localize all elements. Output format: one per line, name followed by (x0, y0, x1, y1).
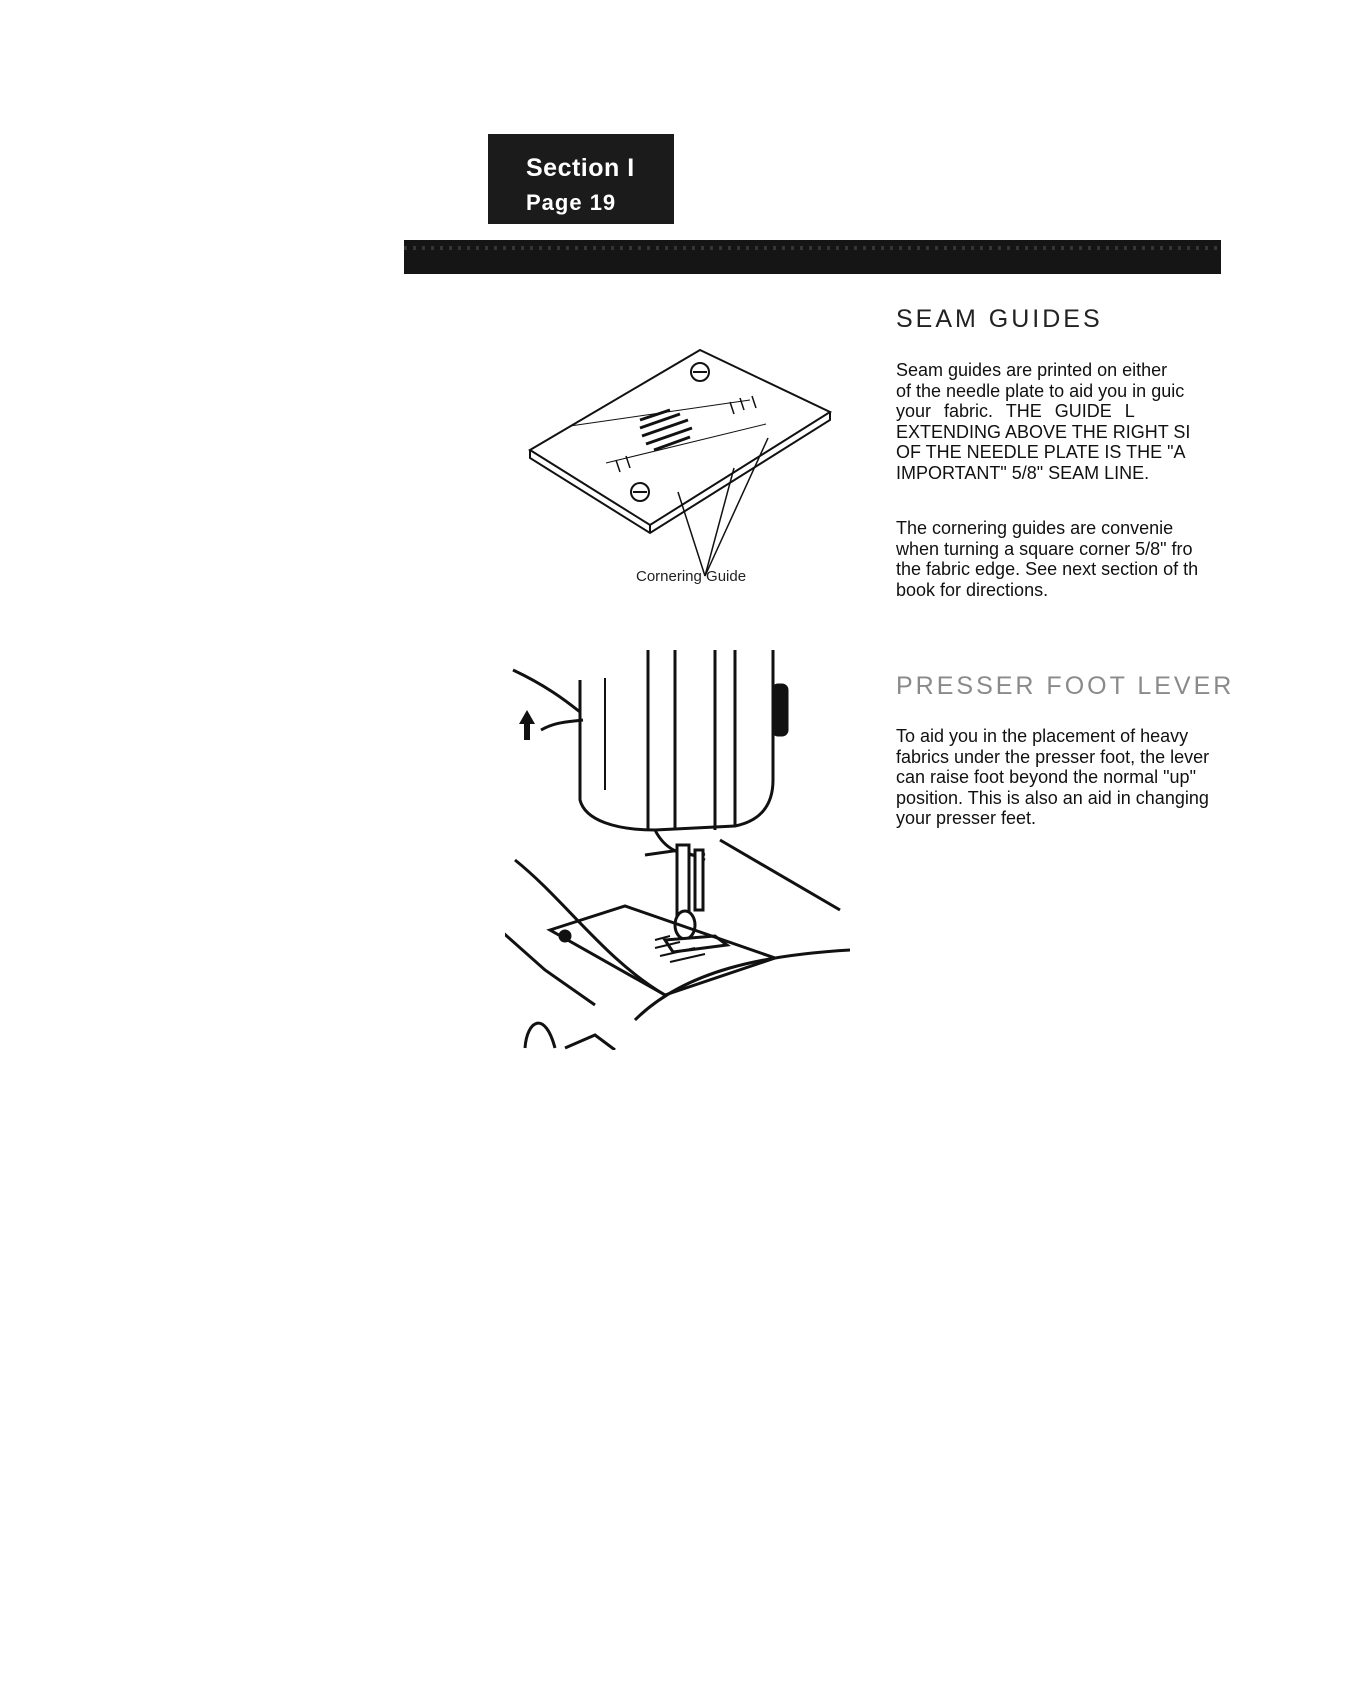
text-line: fabrics under the presser foot, the lever (896, 746, 1210, 767)
text-line: can raise foot beyond the normal "up" (896, 767, 1196, 787)
text-line: OF THE NEEDLE PLATE IS THE "A (896, 442, 1186, 462)
text-line: book for directions. (896, 579, 1049, 600)
seam-guides-paragraph-2 (896, 518, 1256, 600)
seam-guides-heading: SEAM GUIDES (896, 305, 1103, 333)
needle-plate-icon (520, 340, 840, 580)
presser-foot-lever-heading: PRESSER FOOT LEVER (896, 672, 1235, 700)
text-line: EXTENDING ABOVE THE RIGHT SI (896, 421, 1191, 442)
section-label: Section I (526, 154, 635, 182)
page-label: Page 19 (526, 190, 617, 215)
text-line: position. This is also an aid in changing (896, 787, 1209, 808)
text-line: To aid you in the placement of heavy (896, 726, 1189, 746)
text-line: your presser feet. (896, 808, 1037, 828)
text-line: the fabric edge. See next section of th (896, 559, 1199, 579)
section-page-box (488, 134, 674, 224)
up-arrow-icon (519, 710, 535, 740)
header-rule-bar (404, 240, 1221, 274)
text-line: IMPORTANT" 5/8" SEAM LINE. (896, 462, 1150, 483)
text-line: The cornering guides are convenie (896, 518, 1174, 538)
text-line: Seam guides are printed on either (896, 360, 1168, 380)
presser-foot-lever-paragraph (896, 726, 1260, 829)
text-line: your fabric. THE GUIDE L (896, 401, 1135, 421)
sewing-machine-presser-foot-icon (505, 640, 850, 1050)
text-line: of the needle plate to aid you in guic (896, 380, 1185, 401)
text-line: when turning a square corner 5/8" fro (896, 538, 1193, 559)
seam-guides-paragraph-1 (896, 360, 1256, 483)
figure-caption: Cornering Guide (636, 568, 747, 585)
